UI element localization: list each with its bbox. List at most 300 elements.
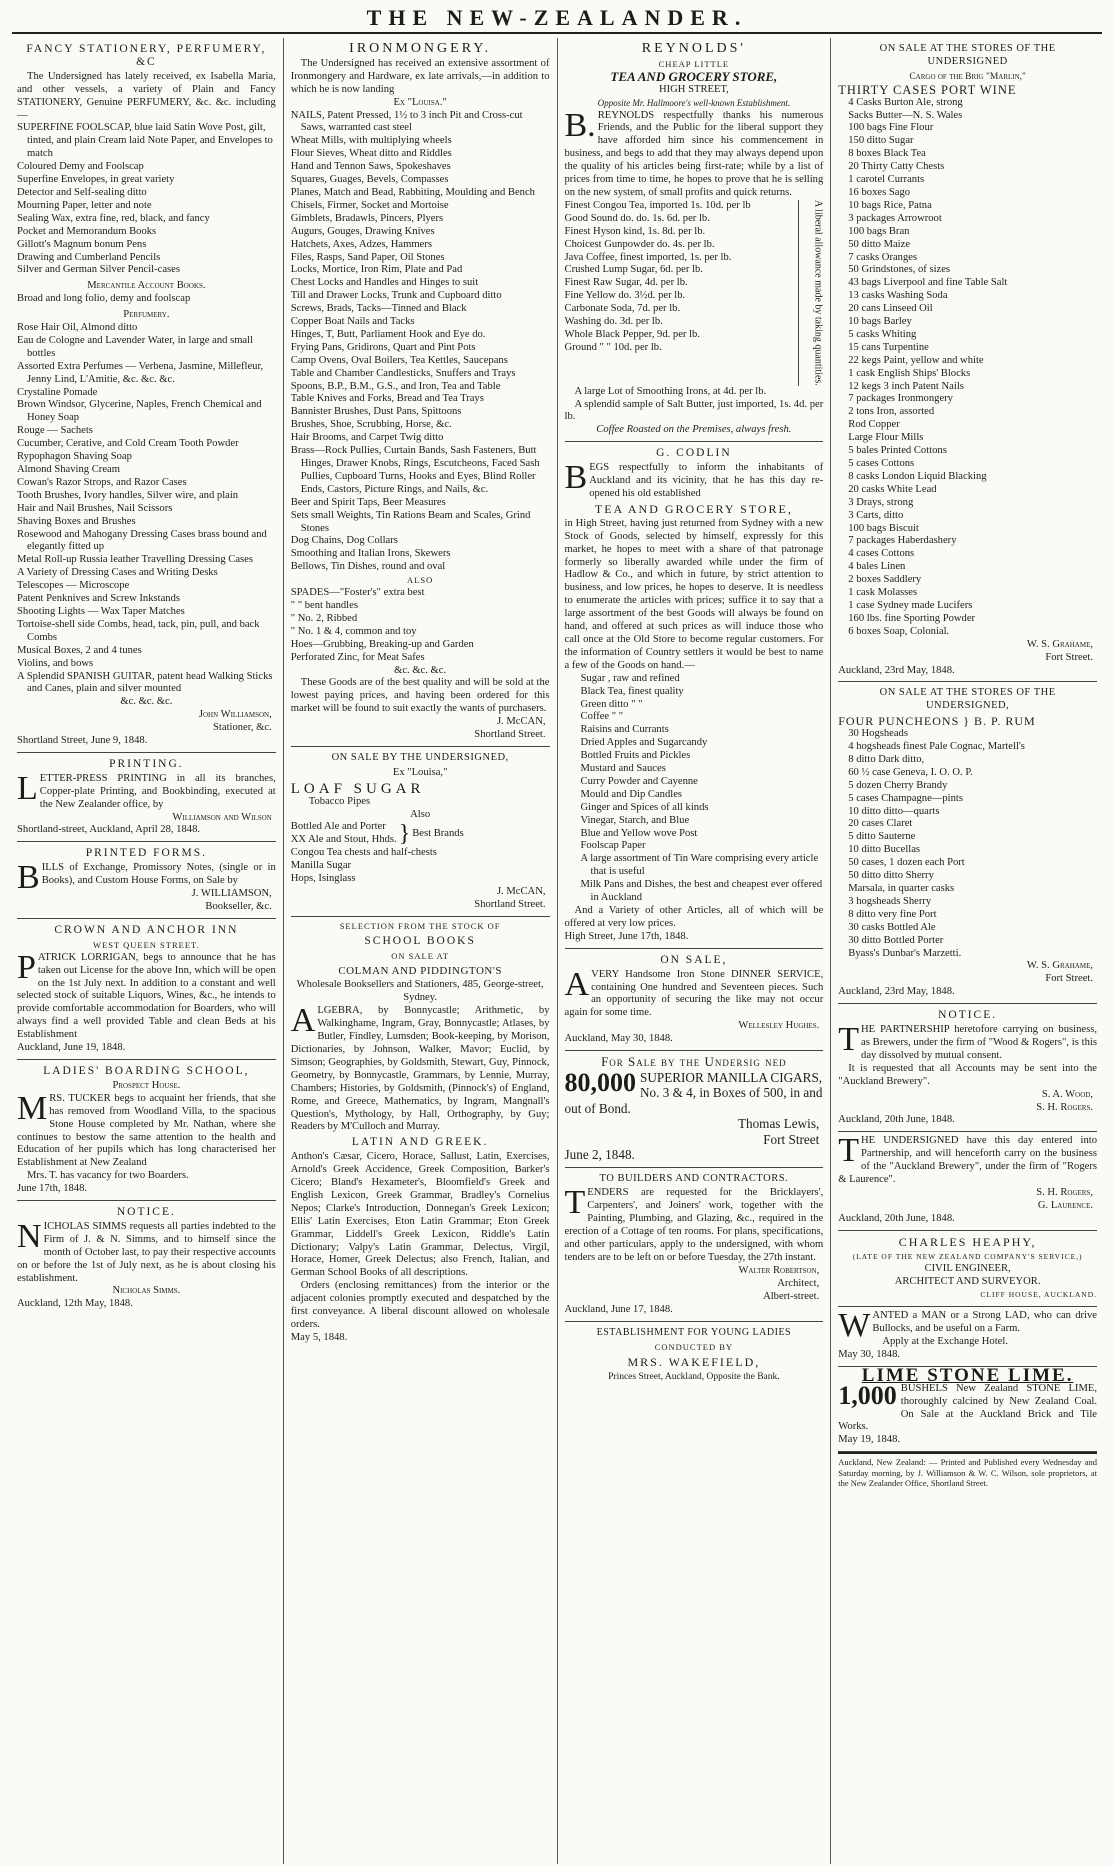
list-item: Congou Tea chests and half-chests (290, 847, 437, 859)
heaphy-role: CIVIL ENGINEER, (924, 1263, 1011, 1275)
list-item: Large Flour Mills (848, 432, 924, 444)
reynolds-heading: REYNOLDS' (641, 41, 746, 56)
books-selection: SELECTION FROM THE STOCK OF (339, 920, 501, 931)
forms-text: BILLS of Exchange, Promissory Notes, (single or in Books), and Custom House Forms, on Sale by (17, 859, 276, 897)
list-item: Dried Apples and Sugarcandy (580, 737, 708, 749)
codlin-text: BEGS respectfully to inform the inhabitants of Auckland and its vicinity, that he has this day re-opened his old established (564, 459, 824, 499)
etc-line: &c. &c. &c. (394, 664, 447, 676)
list-item: Hand and Tennon Saws, Spokeshaves (290, 161, 451, 173)
best-brands-label: Best Brands (412, 827, 464, 839)
signature: W. S. Grahame, (1026, 960, 1093, 972)
perfumery-list (17, 322, 276, 696)
list-item: THIRTY CASES PORT WINE (838, 82, 1017, 97)
marlin-sub: Cargo of the Brig "Marlin," (909, 71, 1026, 82)
list-item: Brass—Rock Pullies, Curtain Bands, Sash Fasteners, Butt Hinges, Drawer Knobs, Rings, Escutcheons, Faced Sash Pullies, Cupboard Turns, Hooks and Eyes, Blind Roller Ends, Castors, Picture Rings, and Nails, &c. (290, 445, 540, 495)
marlin-heading: ON SALE AT THE STORES OF THE UNDERSIGNED (879, 43, 1056, 67)
signature-title: Stationer, &c. (213, 722, 272, 734)
list-item: Hinges, T, Butt, Parliament Hook and Eye do. (290, 328, 486, 340)
list-item: 5 dozen Cherry Brandy (848, 779, 948, 791)
list-item: Detector and Self-sealing ditto (17, 186, 147, 198)
list-item: 4 hogsheads finest Pale Cognac, Martell's (848, 741, 1025, 753)
list-item: Tooth Brushes, Ivory handles, Silver wire, and plain (17, 489, 239, 501)
list-item: 10 bags Rice, Patna (848, 199, 932, 211)
spades-list (291, 587, 550, 664)
signature: G. Laurence. (1037, 1199, 1093, 1211)
list-item: Beer and Spirit Taps, Beer Measures (290, 496, 446, 508)
list-item: Rouge — Sachets (17, 425, 93, 437)
list-item: Screws, Brads, Tacks—Tinned and Black (290, 303, 467, 315)
books-on-sale: ON SALE AT (391, 950, 449, 961)
list-item: Bottled Fruits and Pickles (580, 750, 691, 762)
perfumery-heading: Perfumery. (123, 309, 170, 321)
list-item: 100 bags Fine Flour (848, 122, 934, 134)
ironmongery-ex: Ex "Louisa." (393, 96, 447, 108)
inn-text: PATRICK LORRIGAN, begs to announce that he has taken out License for the above Inn, which will be open on the 1st July next. In addition to a constant and well selected stock of suitable Liquors, Wines, &c., he intends to provide comfortable accommodation for Boarders, who will always find a well provided Table and clean Beds at his Establishment (17, 948, 276, 1041)
list-item: Assorted Extra Perfumes — Verbena, Jasmine, Millefleur, Jenny Lind, L'Amitie, &c. &c. &c. (17, 360, 264, 385)
heaphy-address: CLIFF HOUSE, AUCKLAND. (980, 1290, 1097, 1300)
codlin-close: And a Variety of other Articles, all of which will be offered at very low prices. (564, 905, 824, 929)
list-item: Finest Hyson kind, 1s. 8d. per lb. (564, 225, 706, 237)
list-item: Sets small Weights, Tin Rations Beam and Scales, Grind Stones (290, 509, 531, 534)
list-item: NAILS, Patent Pressed, 1½ to 3 inch Pit and Cross-cut Saws, warranted cast steel (290, 109, 523, 134)
list-item: 20 Thirty Catty Chests (848, 161, 945, 173)
list-item: Brushes, Shoe, Scrubbing, Horse, &c. (290, 419, 452, 431)
builders-heading: TO BUILDERS AND CONTRACTORS. (599, 1172, 789, 1184)
list-item: Dog Chains, Dog Collars (290, 535, 398, 547)
cigars-number: 80,000 (564, 1067, 636, 1097)
dinner-service-ad (565, 949, 824, 1051)
masthead: THE NEW-ZEALANDER. (12, 6, 1102, 34)
inn-subheading: WEST QUEEN STREET. (93, 939, 200, 950)
list-item: Camp Ovens, Oval Boilers, Tea Kettles, Saucepans (290, 354, 508, 366)
list-item: 5 ditto Sauterne (848, 831, 916, 843)
list-item: 12 kegs 3 inch Patent Nails (848, 380, 964, 392)
list-item: 3 packages Arrowroot (848, 212, 942, 224)
list-item: Mould and Dip Candles (580, 788, 683, 800)
imprint: Auckland, New Zealand: — Printed and Published every Wednesday and Saturday morning, by J. Williamson & W. C. Wilson, sole proprietors, at the New Zealander Office, Shortland Street. (838, 1452, 1097, 1489)
reynolds-title: TEA AND GROCERY STORE, (610, 68, 778, 84)
ironmongery-ad (291, 38, 550, 747)
list-item: Chest Locks and Handles and Hinges to suit (290, 277, 479, 289)
list-item: Locks, Mortice, Iron Rim, Plate and Pad (290, 264, 463, 276)
lime-number: 1,000 (838, 1380, 897, 1410)
rum-list (838, 728, 1097, 960)
ad-date: Auckland, 12th May, 1848. (17, 1298, 133, 1310)
signature: W. S. Grahame, (1026, 638, 1093, 650)
list-item: Manilla Sugar (290, 860, 352, 872)
list-item: 43 bags Liverpool and fine Table Salt (848, 277, 1008, 289)
ironmongery-intro: The Undersigned has received an extensive assortment of Ironmongery and Hardware, ex late arrivals,—in addition to which he is now landing (290, 57, 550, 95)
list-item: Drawing and Cumberland Pencils (17, 251, 161, 263)
list-item: 2 tons Iron, assorted (848, 406, 935, 418)
codlin-text-2: in High Street, having just returned from Sydney with a new Stock of Goods, selected by himself, expressly for this market, he hopes to meet with a share of that patronage formerly so liberally awarded while under the firm of Hadlow & Co., and which in future, by strict attention to business, and low prices, he hopes to deserve. It is needless to enumerate the articles with prices; suffice it to say that a large assortment of the best Goods will always be found on hand, and offered at such prices as will induce those who call once at the Old Store to become regular customers. For the information of Country settlers it would be best to name a few of the Goods on hand.— (564, 517, 824, 671)
ad-date: Shortland Street, June 9, 1848. (17, 735, 148, 747)
list-item: 8 boxes Black Tea (848, 148, 926, 160)
list-item: 20 cases Claret (848, 818, 913, 830)
wanted-ad (838, 1307, 1097, 1367)
ad-date: Shortland-street, Auckland, April 28, 1848. (17, 824, 201, 836)
list-item: 15 cans Turpentine (848, 341, 929, 353)
establishment-name: MRS. WAKEFIELD, (627, 1355, 761, 1370)
list-item: A Splendid SPANISH GUITAR, patent head Walking Sticks and Canes, plain and silver mounted (17, 670, 273, 695)
list-item: Till and Drawer Locks, Trunk and Cupboard ditto (290, 290, 502, 302)
signature-address: Shortland Street. (474, 729, 546, 741)
list-item: Superfine Envelopes, in great variety (17, 174, 175, 186)
list-item: Files, Rasps, Sand Paper, Oil Stones (290, 251, 445, 263)
list-item: 30 Hogsheads (848, 728, 908, 740)
list-item: Wheat Mills, with multiplying wheels (290, 135, 452, 147)
ad-date: Auckland, 20th June, 1848. (838, 1212, 955, 1224)
list-item: FOUR PUNCHEONS } B. P. RUM (838, 714, 1036, 729)
reynolds-text: B.REYNOLDS respectfully thanks his numerous Friends, and the Public for the liberal support they have afforded him since his commencement in business, and begs to add that they may always depend upon the quality of his articles being first-rate; while by a list of prices from time to time, he hopes to prove that he is selling on the new system, of small profits and quick returns. (564, 106, 824, 198)
list-item: Rosewood and Mahogany Dressing Cases brass bound and elegantly fitted up (17, 528, 267, 553)
list-item: 3 Drays, strong (848, 496, 914, 508)
inn-ad (17, 919, 276, 1060)
ad-date: May 5, 1848. (290, 1331, 348, 1343)
notice-heading: NOTICE. (116, 1206, 176, 1219)
list-item: Rose Hair Oil, Almond ditto (17, 322, 138, 334)
books-sub: Wholesale Booksellers and Stationers, 485, George-street, Sydney. (296, 979, 544, 1004)
ad-date: High Street, June 17th, 1848. (564, 930, 689, 942)
list-item: Cucumber, Cerative, and Cold Cream Tooth Powder (17, 438, 239, 450)
ad-date: Auckland, 20th June, 1848. (838, 1114, 955, 1126)
list-item: Black Tea, finest quality (580, 685, 684, 697)
partnership-notice (838, 1004, 1097, 1132)
column-4 (831, 38, 1104, 1864)
list-item: Hair Brooms, and Carpet Twig ditto (290, 432, 444, 444)
list-item: Musical Boxes, 2 and 4 tunes (17, 644, 142, 656)
school-text: MRS. TUCKER begs to acquaint her friends, that she has removed from Woodland Villa, to the spacious Stone House completed by Mr. Nathan, where she continues to bestow the same attention to the health and Education of her pupils which has long characterised her Establishment at New Zealand (17, 1089, 276, 1169)
ironmongery-list (291, 110, 550, 575)
ad-date: Auckland, 23rd May, 1848. (838, 664, 955, 676)
butter-note: A splendid sample of Salt Butter, just imported, 1s. 4d. per lb. (564, 398, 824, 423)
list-item: Flour Sieves, Wheat ditto and Riddles (290, 148, 452, 160)
signature-address: Albert-street. (763, 1290, 820, 1302)
list-item: 4 bales Linen (848, 561, 906, 573)
latin-orders: Orders (enclosing remittances) from the interior or the adjacent colonies promptly executed and despatched by the first conveyance. A liberal discount allowed on wholesale orders. (290, 1280, 550, 1330)
forms-ad (17, 842, 276, 919)
books-firm: COLMAN AND PIDDINGTON'S (338, 964, 502, 977)
signature: Nicholas Simms. (112, 1285, 181, 1297)
list-item: Squares, Guages, Bevels, Compasses (290, 174, 449, 186)
list-item: Rod Copper (848, 419, 900, 431)
list-item: Shooting Lights — Wax Taper Matches (17, 605, 185, 617)
brewery-notice (838, 1132, 1097, 1230)
school-heading: LADIES' BOARDING SCHOOL, (43, 1064, 250, 1077)
wanted-text: WANTED a MAN or a Strong LAD, who can drive Bullocks, and be useful on a Farm. (838, 1307, 1097, 1345)
list-item: Green ditto " " (580, 698, 643, 710)
list-item: Bottled Ale and Porter (290, 821, 386, 833)
list-item: 50 cases, 1 dozen each Port (848, 857, 965, 869)
partnership-text: THE PARTNERSHIP heretofore carrying on business, as Brewers, under the firm of "Wood & Rogers", is this day dissolved by mutual consent. (838, 1021, 1097, 1061)
list-item: Whole Black Pepper, 9d. per lb. (564, 328, 700, 340)
ad-date: Auckland, May 30, 1848. (564, 1033, 673, 1045)
cigars-ad (565, 1051, 824, 1168)
codlin-title: TEA AND GROCERY STORE, (594, 501, 793, 516)
signature-address: Fort Street. (1045, 651, 1093, 663)
codlin-list (565, 673, 824, 905)
list-item: Java Coffee, finest imported, 1s. per lb. (564, 251, 732, 263)
list-item: 3 hogsheads Sherry (848, 895, 932, 907)
list-item: Tobacco Pipes (308, 795, 371, 807)
establishment-address: Princes Street, Auckland, Opposite the Bank. (608, 1372, 780, 1383)
irons-note: A large Lot of Smoothing Irons, at 4d. per lb. (574, 385, 767, 397)
list-item: 13 casks Washing Soda (848, 290, 948, 302)
signature-address: Fort Street. (1045, 973, 1093, 985)
marlin-list (838, 97, 1097, 639)
list-item: 8 casks London Liquid Blacking (848, 470, 987, 482)
school-ad (17, 1060, 276, 1201)
signature: Williamson and Wilson (172, 811, 272, 823)
list-item: 20 casks White Lead (848, 483, 937, 495)
codlin-ad (565, 442, 824, 948)
cigars-heading: For Sale by the Undersig ned (601, 1054, 787, 1070)
stationery-list (17, 122, 276, 277)
latin-heading: LATIN AND GREEK. (351, 1136, 489, 1149)
list-item: 8 ditto very fine Port (848, 908, 937, 920)
list-item: 50 Grindstones, of sizes (848, 264, 951, 276)
school-note: Mrs. T. has vacancy for two Boarders. (27, 1170, 189, 1182)
list-item: 8 ditto Dark ditto, (848, 753, 925, 765)
list-item: Patent Penknives and Screw Inkstands (17, 593, 180, 605)
signature-title: Architect, (777, 1277, 820, 1289)
list-item: Cowan's Razor Strops, and Razor Cases (17, 476, 187, 488)
list-item: 7 packages Haberdashery (848, 535, 957, 547)
ad-date: May 19, 1848. (838, 1434, 901, 1446)
lime-text: BUSHELS New Zealand STONE LIME, thoroughly calcined by New Zealand Coal. On Sale at the Auckland Brick and Tile Works. (838, 1382, 1097, 1433)
list-item: 4 cases Cottons (848, 548, 915, 560)
signature: S. A. Wood, (1041, 1088, 1093, 1100)
list-item: SPADES—"Foster's" extra best (290, 587, 425, 599)
codlin-heading: G. CODLIN (656, 447, 732, 460)
list-item: 30 casks Bottled Ale (848, 921, 936, 933)
signature-address: Shortland Street. (474, 898, 546, 910)
list-item: 10 ditto ditto—quarts (848, 805, 940, 817)
column-3 (558, 38, 832, 1864)
signature: J. WILLIAMSON, (191, 888, 272, 900)
list-item: Copper Boat Nails and Tacks (290, 316, 415, 328)
list-item: 100 bags Bran (848, 225, 910, 237)
brace-glyph: } (398, 821, 411, 848)
books-heading: SCHOOL BOOKS (364, 934, 476, 947)
list-item: 60 ½ case Geneva, I. O. O. P. (848, 766, 973, 778)
young-ladies-ad (565, 1322, 824, 1389)
list-item: 16 boxes Sago (848, 186, 911, 198)
establishment-heading: ESTABLISHMENT FOR YOUNG LADIES (596, 1326, 792, 1338)
list-item: 5 cases Cottons (848, 458, 915, 469)
list-item: Washing do. 3d. per lb. (564, 316, 663, 328)
list-item: Spoons, B.P., B.M., G.S., and Iron, Tea and Table (290, 380, 501, 392)
list-item: Coloured Demy and Foolscap (17, 161, 144, 173)
notice-text: NICHOLAS SIMMS requests all parties indebted to the Firm of J. & N. Simms, and to himself since the month of October last, to pay their respective accounts on or before the 1st of July next, as he is about closing his establishment. (17, 1217, 276, 1284)
list-item: " No. 2, Ribbed (290, 612, 358, 624)
signature: S. H. Rogers, (1036, 1186, 1093, 1198)
list-item: Broad and long folio, demy and foolscap (17, 293, 191, 305)
mercantile-heading: Mercantile Account Books. (87, 280, 206, 292)
louisa-ex: Ex "Louisa," (392, 766, 448, 778)
ad-date: Auckland, June 19, 1848. (17, 1042, 126, 1054)
list-item: Planes, Match and Bead, Rabbiting, Moulding and Bench (290, 186, 535, 198)
list-item: Foolscap Paper (580, 840, 646, 852)
marlin-cargo-ad (838, 38, 1097, 682)
heaphy-role-2: ARCHITECT AND SURVEYOR. (894, 1276, 1041, 1288)
list-item: Good Sound do. do. 1s. 6d. per lb. (564, 212, 710, 224)
printing-text: LETTER-PRESS PRINTING in all its branches, Copper-plate Printing, and Bookbinding, executed at the New Zealander office, by (17, 769, 276, 810)
list-item: Bellows, Tin Dishes, round and oval (290, 561, 446, 573)
establishment-sub: CONDUCTED BY (654, 1342, 734, 1353)
list-item: Silver and German Silver Pencil-cases (17, 264, 180, 276)
signature-title: Bookseller, &c. (205, 901, 272, 912)
list-item: Marsala, in quarter casks (848, 883, 955, 894)
list-item: Augurs, Gouges, Drawing Knives (290, 225, 435, 237)
also-label: ALSO (407, 575, 434, 586)
list-item: Coffee " " (580, 711, 624, 723)
cigars-text: SUPERIOR MANILLA CIGARS, No. 3 & 4, in Boxes of 500, in and out of Bond. (564, 1069, 823, 1116)
mercantile-text (17, 293, 276, 306)
list-item: Hoes—Grubbing, Breaking-up and Garden (290, 638, 474, 650)
column-2 (284, 38, 558, 1864)
list-item: Choicest Gunpowder do. 4s. per lb. (564, 238, 715, 250)
list-item: Sugar , raw and refined (580, 672, 680, 684)
list-item: Perforated Zinc, for Meat Safes (290, 651, 425, 663)
column-1 (10, 38, 284, 1864)
forms-heading: PRINTED FORMS. (85, 847, 208, 860)
heaphy-name: CHARLES HEAPHY, (898, 1234, 1037, 1249)
list-item: Carbonate Soda, 7d. per lb. (564, 303, 681, 315)
printing-ad (17, 753, 276, 842)
list-item: Sealing Wax, extra fine, red, black, and fancy (17, 212, 210, 224)
ad-date: Auckland, June 17, 1848. (564, 1303, 673, 1315)
reynolds-street: HIGH STREET, (658, 83, 729, 95)
list-item: Metal Roll-up Russia leather Travelling Dressing Cases (17, 554, 253, 566)
list-item: A Variety of Dressing Cases and Writing Desks (17, 567, 218, 579)
list-item: 50 ditto Maize (848, 238, 911, 250)
list-item: Raisins and Currants (580, 724, 669, 736)
partnership-text-2: It is requested that all Accounts may be sent into the "Auckland Brewery". (838, 1062, 1097, 1087)
list-item: Mustard and Sauces (580, 763, 666, 775)
allowance-note: A liberal allowance made by taking quantities. (812, 199, 824, 386)
stationery-heading: FANCY STATIONERY, PERFUMERY, &C (26, 43, 267, 68)
list-item: Smoothing and Italian Irons, Skewers (290, 548, 451, 560)
ironmongery-heading: IRONMONGERY. (349, 41, 492, 56)
ad-date: Auckland, 23rd May, 1848. (838, 986, 955, 998)
signature: J. McCAN, (496, 886, 546, 897)
list-item: 10 bags Barley (848, 316, 912, 328)
list-item: 160 lbs. fine Sporting Powder (848, 612, 976, 624)
list-item: Frying Pans, Gridirons, Quart and Pint Pots (290, 341, 476, 353)
stationery-ad (17, 38, 276, 753)
ironmongery-close: These Goods are of the best quality and will be sold at the lowest paying prices, and having been ordered for this market will be found to suit exactly the wants of purchasers. (290, 677, 550, 715)
list-item: Also (410, 808, 431, 820)
list-item: 4 Casks Burton Ale, strong (848, 96, 963, 108)
lime-ad (838, 1364, 1097, 1452)
list-item: Gillott's Magnum bonum Pens (17, 238, 147, 250)
list-item: 100 bags Biscuit (848, 522, 919, 534)
signature: J. McCAN, (496, 716, 546, 728)
list-item: LOAF SUGAR (290, 780, 425, 797)
list-item: 7 packages Ironmongery (848, 393, 953, 405)
signature: Thomas Lewis, (737, 1116, 820, 1132)
ad-date: June 17th, 1848. (17, 1183, 88, 1195)
etc-line: &c. &c. &c. (120, 696, 173, 708)
list-item: Eau de Cologne and Lavender Water, in large and small bottles (17, 334, 254, 359)
signature: S. H. Rogers. (1036, 1101, 1093, 1113)
ad-date: June 2, 1848. (564, 1147, 635, 1163)
stationery-intro: The Undersigned has lately received, ex Isabella Maria, and other vessels, a variety of Plain and Fancy STATIONERY, Genuine PERFUMERY, &c. &c. including— (17, 70, 276, 121)
list-item: 150 ditto Sugar (848, 135, 914, 147)
signature-address: Fort Street (763, 1131, 820, 1147)
list-item: Mourning Paper, letter and note (17, 199, 152, 211)
list-item: 2 boxes Saddlery (848, 574, 922, 586)
list-item: XX Ale and Stout, Hhds. (290, 834, 397, 846)
list-item: Crushed Lump Sugar, 6d. per lb. (564, 264, 703, 276)
simms-notice (17, 1201, 276, 1315)
list-item: 1 carotel Currants (848, 174, 925, 186)
inn-heading: CROWN AND ANCHOR INN (54, 923, 239, 936)
list-item: Pocket and Memorandum Books (17, 225, 157, 237)
signature: John Williamson, (198, 709, 272, 721)
louisa-ad (291, 747, 550, 917)
rum-ad (838, 682, 1097, 1004)
heaphy-sub: (LATE OF THE NEW ZEALAND COMPANY'S SERVICE,) (852, 1251, 1083, 1261)
list-item: 1 case Sydney made Lucifers (848, 599, 973, 611)
list-item: Fine Yellow do. 3½d. per lb. (564, 290, 686, 302)
list-item: Tortoise-shell side Combs, head, tack, pin, pull, and back Combs (17, 618, 260, 643)
list-item: Almond Shaving Cream (17, 464, 120, 475)
notice-heading: NOTICE. (938, 1009, 998, 1022)
builders-ad (565, 1168, 824, 1322)
signature: Wellesley Hughes. (738, 1020, 820, 1032)
list-item: Table Knives and Forks, Bread and Tea Trays (290, 393, 484, 405)
list-item: Telescopes — Microscope (17, 580, 130, 592)
list-item: 1 cask Molasses (848, 587, 918, 599)
list-item: Crystaline Pomade (17, 386, 98, 398)
list-item: Gimblets, Bradawls, Pincers, Plyers (290, 212, 444, 224)
list-item: " No. 1 & 4, common and toy (290, 625, 417, 637)
list-item: 3 Carts, ditto (848, 509, 904, 521)
books-text: ALGEBRA, by Bonnycastle; Arithmetic, by Walkinghame, Ingram, Gray, Bonnycastle; Atlases, by Butler, Findley, Lumsden; Book-keeping, by Morison, Dictionaries, by Johnson, Walker, Mavor; Euclid, by Simson; Geographies, by Goldsmith, Stewart, Guy, Pinnock, Geometry, by Bonnycastle, Grammars, by Lennie, Murray, Chambers; Histories, by Goldsmith, (Pinnock's) of England, Rome, and Greece, Mathematics, by Ingram, Mangnall's Question's, Mythology, by Hall, Orthography, by Guy; Readers by M'Culloch and Murray. (290, 1002, 550, 1133)
list-item: Violins, and bows (17, 657, 94, 669)
list-item: Byass's Dunbar's Marzetti. (848, 947, 962, 959)
list-item: Finest Congou Tea, imported 1s. 10d. per lb (564, 199, 751, 211)
list-item: Blue and Yellow wove Post (580, 827, 698, 839)
rum-heading: ON SALE AT THE STORES OF THE UNDERSIGNED, (879, 687, 1056, 712)
reynolds-sub: CHEAP LITTLE (658, 58, 730, 69)
wanted-apply: Apply at the Exchange Hotel. (882, 1336, 1008, 1347)
heaphy-ad (838, 1231, 1097, 1308)
list-item: 1 cask English Ships' Blocks (848, 367, 971, 379)
list-item: 30 ditto Bottled Porter (848, 934, 944, 946)
list-item: Ground " " 10d. per lb. (564, 341, 662, 353)
dinner-heading: ON SALE, (660, 953, 728, 966)
list-item: Chisels, Firmer, Socket and Mortoise (290, 199, 449, 211)
ad-date: May 30, 1848. (838, 1348, 901, 1360)
list-item: Hops, Isinglass (290, 873, 356, 885)
list-item: Vinegar, Starch, and Blue (580, 814, 690, 826)
list-item: 5 casks Whiting (848, 328, 917, 340)
latin-text: Anthon's Cæsar, Cicero, Horace, Sallust, Latin, Exercises, Arnold's Greek Accidence, Greek Composition, Barker's Cicero; Bland's Hexameter's, Bloomfield's Greek and English Lexicon, Greek Grammar, Bradley's Cornelius Nepos; Clarke's Introduction, Donnegan's Greek Lexicon; Ellis' Latin Exercises, Eton Latin Grammar; Eton Greek Grammar, Liddell's Greek Lexicon, Riddle's Latin Dictionary; Valpy's Latin Grammar, Delectus, Virgil, Horace, Homer, Greek Delectus; also French, Italian, and German School Books of all descriptions. (290, 1151, 550, 1279)
list-item: 50 ditto ditto Sherry (848, 870, 934, 882)
list-item: " " bent handles (290, 599, 358, 611)
lime-heading: LIME STONE LIME. (861, 1364, 1074, 1386)
school-books-ad (291, 917, 550, 1349)
list-item: Hatchets, Axes, Adzes, Hammers (290, 238, 432, 250)
reynolds-ad (565, 38, 824, 442)
list-item: Ginger and Spices of all kinds (580, 801, 709, 813)
columns (10, 38, 1104, 1864)
list-item: 5 cases Champagne—pints (848, 792, 963, 804)
list-item: 20 cans Linseed Oil (848, 303, 933, 315)
